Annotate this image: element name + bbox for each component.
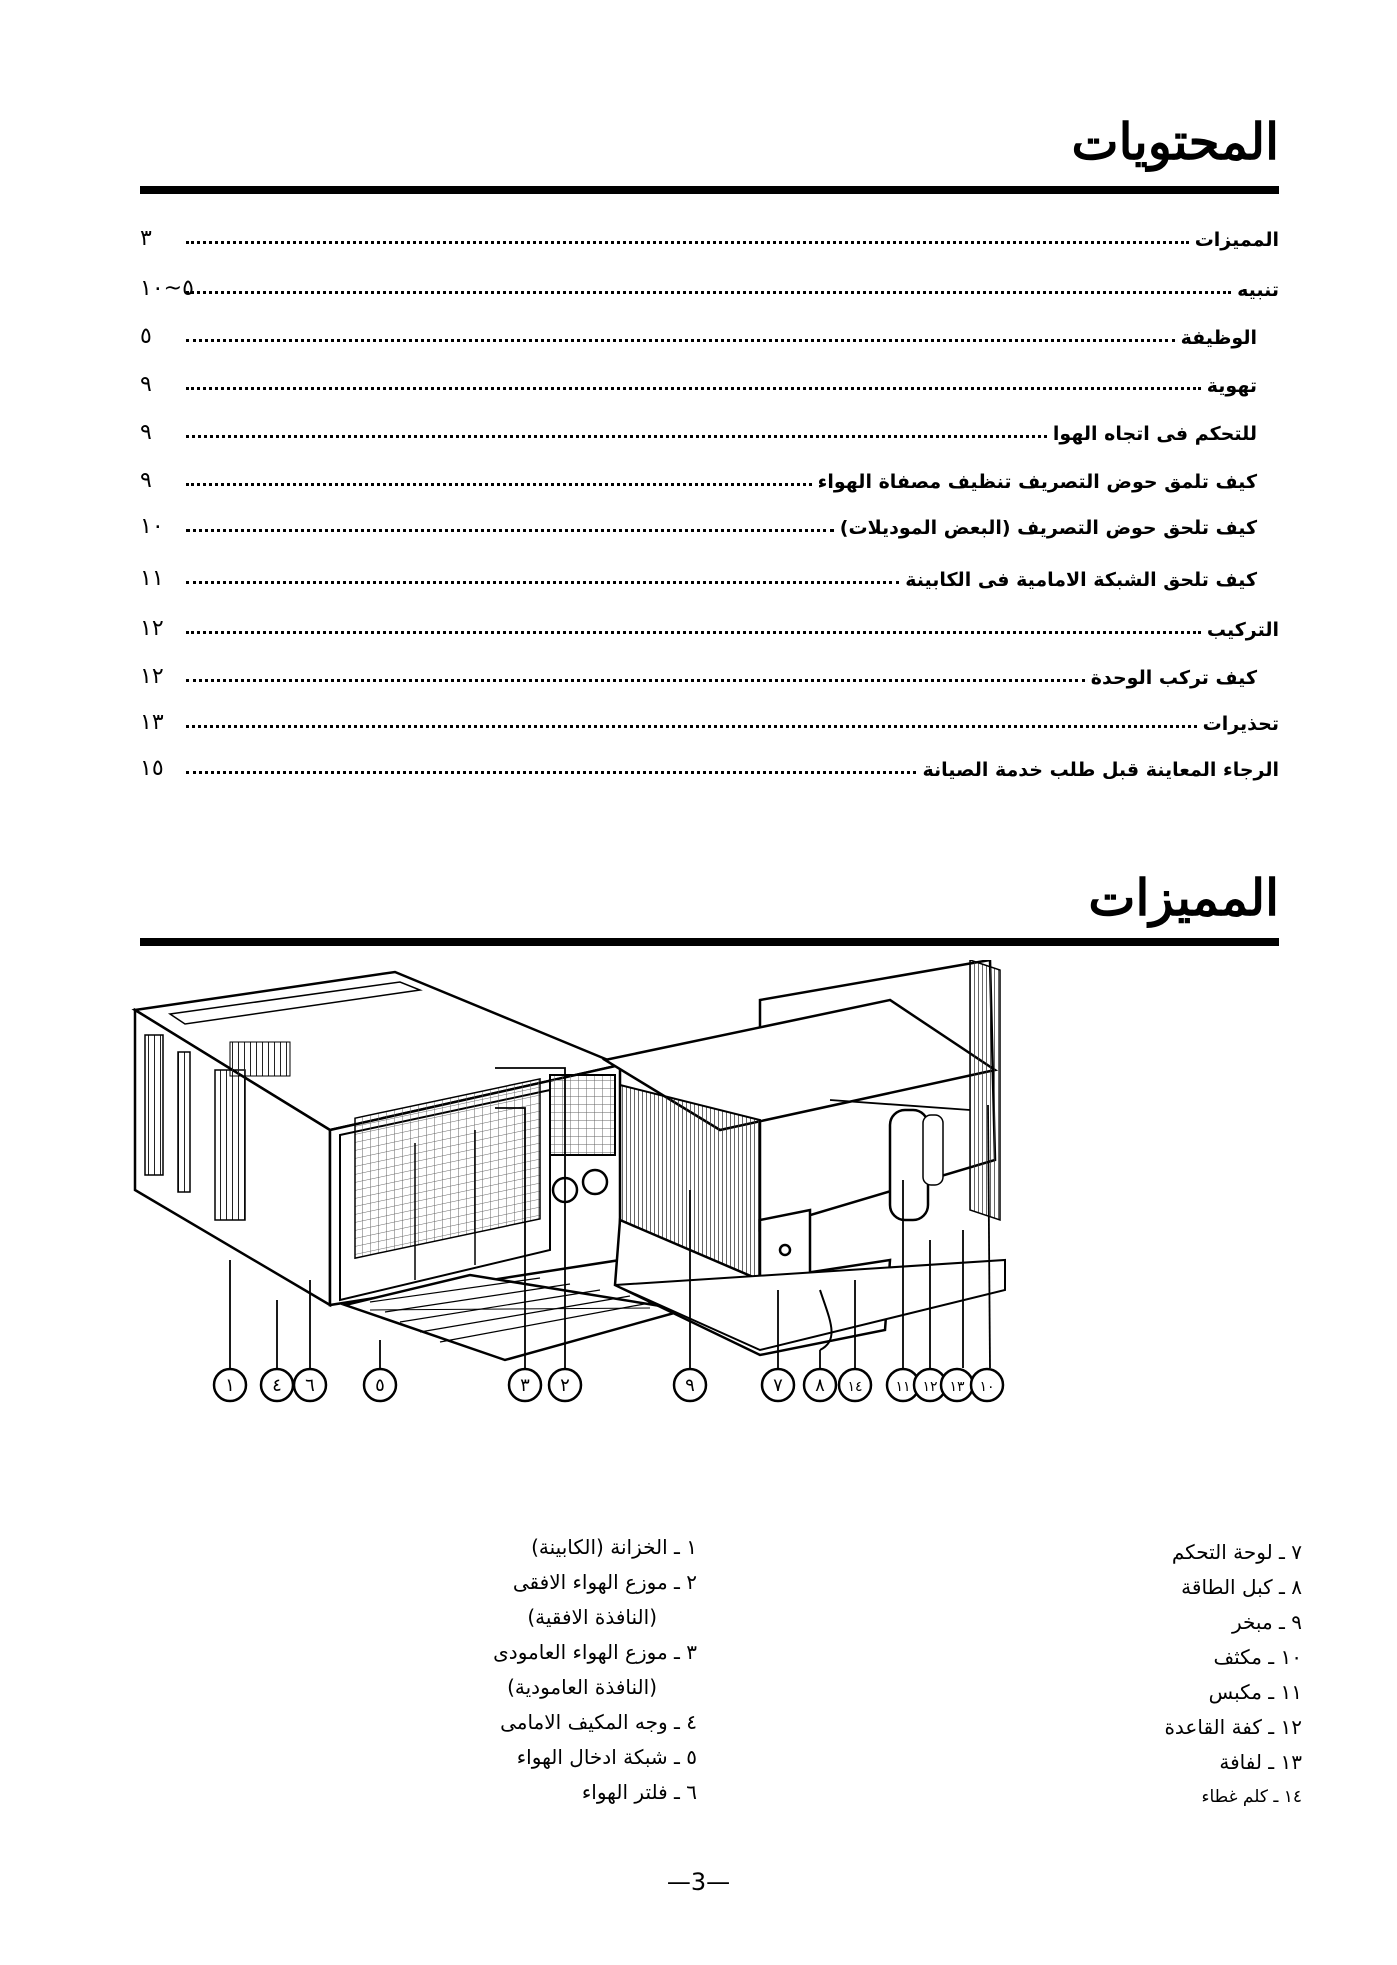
toc-entry-label: الوظيفة [1180, 327, 1257, 349]
chassis-unit-illustration [605, 960, 1005, 1355]
toc-entry[interactable] [140, 270, 1279, 300]
toc-entry-label: كيف تلمق حوض التصريف تنظيف مصفاة الهواء [817, 471, 1257, 493]
toc-entry-label: كيف تلحق حوض التصريف (البعض الموديلات) [839, 517, 1257, 539]
toc-page-number: ١٠ [140, 514, 164, 539]
toc-page-number: ٥ [140, 324, 152, 349]
callout-number: ٥ [375, 1375, 385, 1396]
features-title: المميزات [1088, 868, 1279, 927]
toc-page-number: ١٢ [140, 616, 164, 641]
callout-number: ٨ [815, 1375, 825, 1396]
toc-entry[interactable] [140, 750, 1279, 780]
toc-page-number: ٥~١٠ [140, 276, 194, 301]
callout-number: ٦ [305, 1375, 315, 1396]
air-conditioner-illustrations [130, 960, 1270, 1450]
legend-item: ٤ ـ وجه المكيف الامامى [500, 1710, 697, 1734]
callout-number: ١٢ [922, 1379, 938, 1395]
toc-leader-dots [186, 725, 1197, 728]
toc-page-number: ١٢ [140, 664, 164, 689]
toc-entry-label: تنبيه [1237, 279, 1279, 301]
callout-number: ١٣ [949, 1379, 965, 1395]
toc-leader-dots [186, 581, 899, 584]
legend-item: ٢ ـ موزع الهواء الافقى [512, 1570, 697, 1594]
legend-item: ٨ ـ كبل الطاقة [1181, 1575, 1302, 1599]
legend-item: ١٠ ـ مكثف [1213, 1645, 1302, 1669]
legend-item: ١١ ـ مكبس [1208, 1680, 1302, 1704]
toc-entry[interactable] [140, 610, 1279, 640]
toc-entry-label: التركيب [1206, 619, 1279, 641]
legend-right-column [1164, 1535, 1302, 1815]
legend-item: ١٤ ـ كلم غطاء [1201, 1787, 1302, 1807]
callout-number: ١٠ [979, 1379, 995, 1395]
toc-entry[interactable] [140, 508, 1279, 538]
toc-entry[interactable] [140, 318, 1279, 348]
front-unit-illustration [135, 972, 685, 1360]
toc-entry-label: كيف تركب الوحدة [1090, 667, 1257, 689]
toc-leader-dots [186, 291, 1231, 294]
callout-number: ٩ [685, 1375, 695, 1396]
toc-entry[interactable] [140, 462, 1279, 492]
contents-title: المحتويات [1071, 112, 1279, 171]
toc-leader-dots [186, 387, 1201, 390]
contents-rule [140, 186, 1279, 194]
features-rule [140, 938, 1279, 946]
toc-leader-dots [186, 679, 1085, 682]
toc-entry[interactable] [140, 414, 1279, 444]
toc-page-number: ١١ [140, 566, 164, 591]
callout-number: ٤ [272, 1375, 282, 1396]
legend-item-continuation: (النافذة الافقية) [527, 1605, 657, 1629]
toc-leader-dots [186, 483, 812, 486]
toc-page-number: ٩ [140, 372, 152, 397]
toc-entry-label: للتحكم فى اتجاه الهوا [1052, 423, 1257, 445]
legend-item: ٣ ـ موزع الهواء العامودى [493, 1640, 697, 1664]
toc-leader-dots [186, 241, 1189, 244]
toc-entry-label: الرجاء المعاينة قبل طلب خدمة الصيانة [922, 759, 1279, 781]
legend-left-column [493, 1530, 697, 1810]
toc-page-number: ٣ [140, 226, 152, 251]
callout-number: ١١ [895, 1379, 911, 1395]
legend-item: ١٢ ـ كفة القاعدة [1164, 1715, 1302, 1739]
toc-leader-dots [186, 529, 834, 532]
toc-entry-label: المميزات [1194, 229, 1279, 251]
legend-item: ٧ ـ لوحة التحكم [1171, 1540, 1302, 1564]
legend-item: ٥ ـ شبكة ادخال الهواء [516, 1745, 697, 1769]
callout-number: ١ [225, 1375, 235, 1396]
toc-leader-dots [186, 631, 1201, 634]
callout-number: ١٤ [847, 1379, 863, 1395]
toc-leader-dots [186, 339, 1175, 342]
page-number: —3— [666, 1868, 731, 1896]
toc-leader-dots [186, 435, 1047, 438]
legend-item: ٩ ـ مبخر [1231, 1610, 1302, 1634]
callout-number: ٣ [520, 1375, 530, 1396]
toc-leader-dots [186, 771, 916, 774]
legend-item: ١٣ ـ لفافة [1219, 1750, 1302, 1774]
toc-entry[interactable] [140, 658, 1279, 688]
toc-page-number: ٩ [140, 420, 152, 445]
callout-number: ٢ [560, 1375, 570, 1396]
toc-page-number: ١٥ [140, 756, 164, 781]
toc-entry[interactable] [140, 704, 1279, 734]
callout-number: ٧ [773, 1375, 783, 1396]
toc-page-number: ١٣ [140, 710, 164, 735]
toc-page-number: ٩ [140, 468, 152, 493]
toc-entry[interactable] [140, 560, 1279, 590]
legend-item-continuation: (النافذة العامودية) [507, 1675, 657, 1699]
toc-entry[interactable] [140, 366, 1279, 396]
toc-entry-label: تحذيرات [1202, 713, 1279, 735]
toc-entry[interactable] [140, 220, 1279, 250]
legend-item: ٦ ـ فلتر الهواء [581, 1780, 697, 1804]
toc-entry-label: تهوية [1206, 375, 1257, 397]
toc-entry-label: كيف تلحق الشبكة الامامية فى الكابينة [905, 569, 1257, 591]
legend-item: ١ ـ الخزانة (الكابينة) [531, 1535, 697, 1559]
